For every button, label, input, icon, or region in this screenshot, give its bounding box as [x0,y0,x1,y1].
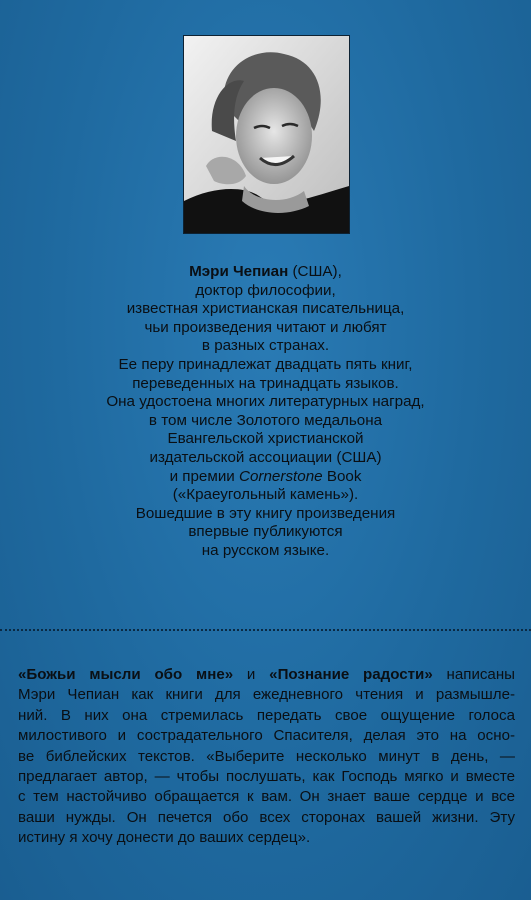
book-title-1: «Божьи мысли обо мне» [18,666,234,683]
author-bio [60,263,471,561]
blurb-line: ве библейских текстов. «Выберите несколько минут в день, — [18,747,515,765]
bio-line: переведенных на тринадцать языков. [132,374,399,392]
blurb-line: ний. В них она стремилась передать свое ощущение голоса [18,706,515,724]
blurb-title-line [18,665,515,685]
author-country: (США), [288,263,342,280]
blurb-line: ваши нужды. Он печется обо всех сторонах вашей жизни. Эту [18,808,515,826]
bio-line: Вошедшие в эту книгу произведения [135,504,396,522]
bio-line: в разных странах. [201,337,330,355]
bio-line: издательской ассоциации (США) [149,448,382,466]
bio-line: в том числе Золотого медальона [148,411,383,429]
blurb-conj: и [233,666,270,683]
bio-line: чьи произведения читают и любят [144,318,387,336]
bio-line: доктор философии, [195,281,336,299]
blurb-line: истину я хочу донести до ваших сердец». [18,829,311,847]
award-name-italic: Cornerstone [239,467,323,485]
dotted-divider [0,629,531,631]
blurb-line-rest: написаны [432,666,516,683]
bio-name-line [60,263,471,282]
author-portrait-icon [184,36,349,233]
author-photo [183,35,350,234]
blurb-line: милостивого и сострадательного Спасителя, делая это на осно- [18,727,515,745]
bio-line: впервые публикуются [188,523,343,541]
bio-award-line [60,468,471,487]
bio-line: известная христианская писательница, [126,300,405,318]
bio-line: («Краеугольный камень»). [172,486,359,504]
author-name: Мэри Чепиан [189,263,289,280]
blurb-line: Мэри Чепиан как книги для ежедневного чтения и размышле- [18,686,515,704]
award-suffix: Book [322,467,362,485]
bio-line: на русском языке. [201,541,330,559]
bio-line: Она удостоена многих литературных наград, [106,393,425,411]
book-title-2: «Познание радости» [269,666,433,683]
blurb-line: предлагает автор, — чтобы послушать, как Господь мягко и вместе [18,768,515,786]
award-prefix: и премии [169,467,240,485]
bio-line: Ее перу принадлежат двадцать пять книг, [118,355,413,373]
blurb-line: с тем настойчиво обращается к вам. Он знает ваше сердце и все [18,788,515,806]
bio-line: Евангельской христианской [167,430,364,448]
book-blurb [18,665,515,849]
